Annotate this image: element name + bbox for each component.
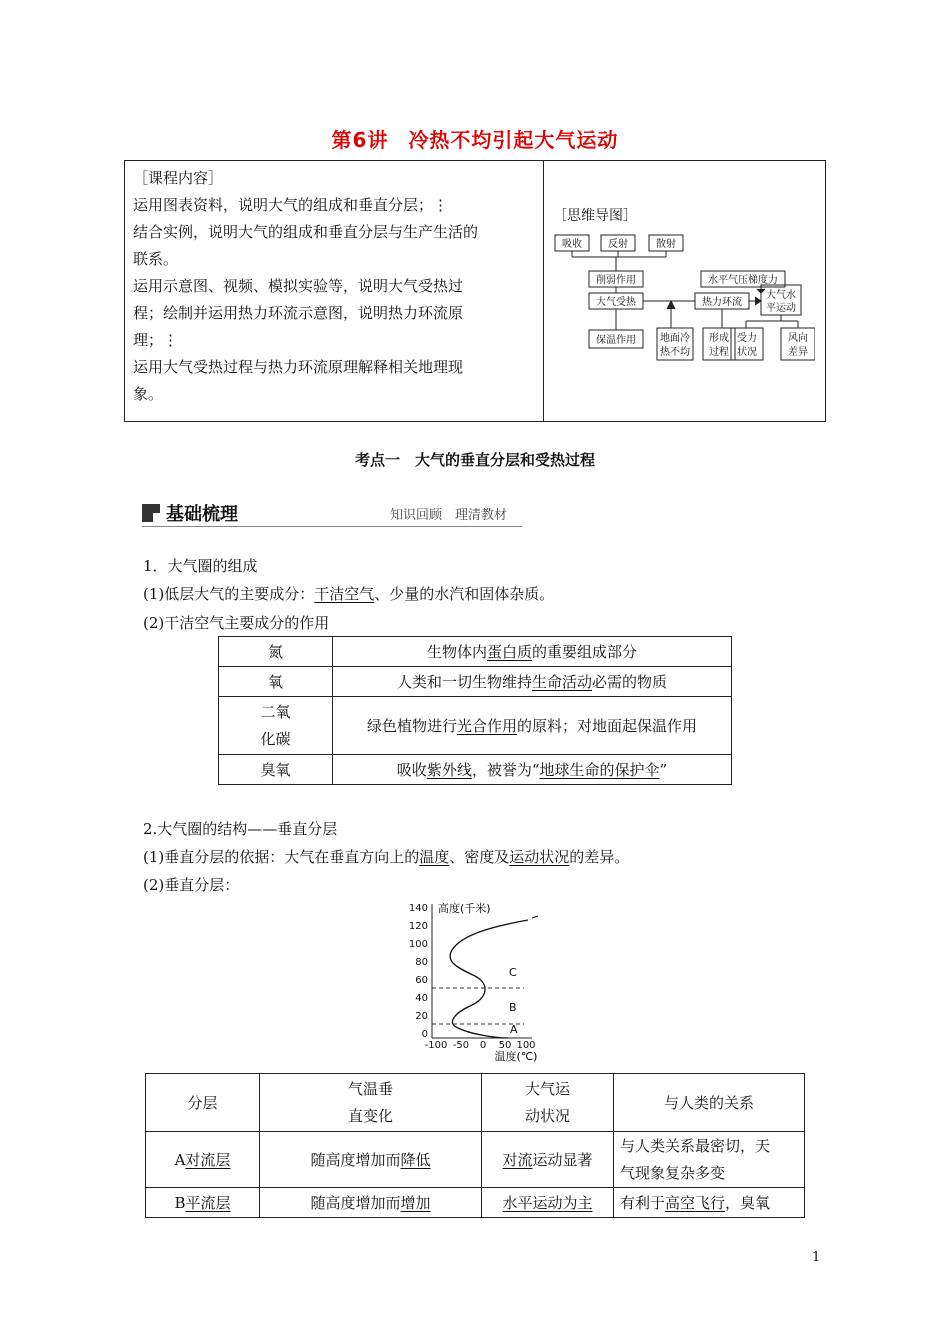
function-cell [333,637,732,667]
text: ，被誉为“ [471,761,540,779]
course-content [133,165,535,408]
text: 随高度增加而 [310,1194,401,1212]
y-tick-label: 20 [415,1011,428,1022]
text: (1)低层大气的主要成分： [143,585,315,603]
node-ground-b: 热不均 [660,347,690,358]
header-cell: 分层 [146,1074,260,1132]
table-row [219,667,732,697]
text: 生物体内 [426,643,487,661]
header-cell: 与人类的关系 [614,1074,805,1132]
answer-underline: 对流层 [185,1151,231,1169]
answer-underline: 地球生命的保护伞 [539,761,660,779]
course-line: 理；⋮ [133,331,179,349]
node-force-b: 状况 [737,347,757,358]
node-thermal: 热力环流 [702,297,742,308]
heading-composition: 1．大气圈的组成 [143,557,258,575]
table-row [146,1132,805,1188]
x-axis-label: 温度(℃) [494,1050,538,1063]
layer-cell [146,1132,260,1188]
table-header-row [146,1074,805,1132]
table-row [219,697,732,755]
text: (1)垂直分层的依据：大气在垂直方向上的 [143,848,420,866]
relation-cell [614,1132,805,1188]
answer-underline: 水平运动为主 [502,1194,593,1212]
text: 吸收 [396,761,427,779]
layer-label-c: C [509,966,517,979]
answer-underline: 生命活动 [531,673,592,691]
node-form-b: 过程 [709,347,729,358]
text: 气温垂 [347,1079,393,1098]
x-tick-label: -50 [452,1040,470,1051]
box-divider [543,161,544,421]
lesson-number: 第6讲 [331,128,389,152]
layer-cell [146,1188,260,1218]
mindmap-label: ［思维导图］ [553,208,637,224]
gas-function-table [218,636,732,785]
node-wind-a: 风向 [788,333,808,344]
text: 随高度增加而 [310,1151,401,1169]
text: 的原料；对地面起保温作用 [517,717,698,735]
node-horiz-a: 大气水 [766,290,796,301]
text: 直变化 [347,1106,393,1125]
text: 的差异。 [569,848,630,866]
temperature-curve [450,920,528,1038]
node-form-a: 形成 [709,333,729,344]
banner-rule [142,526,522,527]
header-cell [482,1074,614,1132]
x-tick-label: 0 [479,1040,487,1051]
x-tick-label: 50 [498,1040,512,1051]
text: 与人类关系最密切，天 [620,1136,771,1155]
course-line: 结合实例，说明大气的组成和垂直分层与生产生活的 [133,223,479,241]
page-number: 1 [812,1250,821,1265]
answer-underline: 运动状况 [509,848,570,866]
y-tick-label: 120 [408,921,428,932]
function-cell [333,667,732,697]
temp-cell [260,1132,482,1188]
answer-underline: 高空飞行 [665,1194,726,1212]
text: ，臭氧 [725,1194,771,1212]
answer-underline: 平流层 [185,1194,231,1212]
answer-underline: 降低 [400,1151,431,1169]
vertical-layer-table [145,1073,805,1218]
relation-cell [614,1188,805,1218]
function-cell [333,697,732,755]
course-heading: ［课程内容］ [133,169,224,187]
node-reflect: 反射 [608,239,628,250]
basics-banner [142,500,522,532]
text: 、密度及 [449,848,510,866]
y-tick-label: 60 [415,975,428,986]
section-heading: 考点一 大气的垂直分层和受热过程 [354,451,595,469]
y-axis-label: 高度(千米) [438,902,491,915]
text: 气现象复杂多变 [620,1163,726,1182]
answer-underline: 增加 [400,1194,431,1212]
text: 大气运 [524,1079,570,1098]
answer-underline: 干洁空气 [314,585,375,603]
text: 运动显著 [532,1151,593,1169]
text: A [174,1151,186,1169]
dry-air-heading: (2)干洁空气主要成分的作用 [143,614,330,632]
curve-tail [532,916,538,918]
lesson-topic: 冷热不均引起大气运动 [408,128,619,152]
y-tick-label: 0 [421,1029,428,1040]
answer-underline: 蛋白质 [486,643,532,661]
low-atmosphere-line [143,583,554,604]
text: 动状况 [524,1106,570,1125]
page-title [0,124,950,153]
movement-cell [482,1132,614,1188]
y-tick-label: 80 [415,957,428,968]
node-horiz-b: 平运动 [766,303,796,314]
text: 人类和一切生物维持 [396,673,532,691]
answer-underline: 温度 [419,848,450,866]
text: 的重要组成部分 [532,643,638,661]
table-row [146,1188,805,1218]
text: 必需的物质 [592,673,668,691]
table-row [219,755,732,785]
banner-title: 基础梳理 [166,504,238,525]
answer-underline: 紫外线 [426,761,472,779]
x-tick-label: 100 [516,1040,536,1051]
course-box [124,160,826,422]
text: 、少量的水汽和固体杂质。 [374,585,555,603]
header-cell [260,1074,482,1132]
banner-square-notch [153,513,160,522]
structure-heading: 2.大气圈的结构——垂直分层 [143,820,338,838]
x-tick-label: -100 [424,1040,448,1051]
y-tick-label: 100 [408,939,428,950]
answer-underline: 光合作用 [456,717,517,735]
course-line: 程；绘制并运用热力环流示意图，说明热力环流原 [133,304,464,322]
text: 化碳 [260,729,291,748]
text: 绿色植物进行 [366,717,457,735]
course-line: 运用大气受热过程与热力环流原理解释相关地理现 [133,358,464,376]
gas-cell: 氧 [219,667,333,697]
movement-cell [482,1188,614,1218]
course-line: 运用图表资料，说明大气的组成和垂直分层；⋮ [133,196,449,214]
layer-label-a: A [510,1023,518,1036]
mindmap-diagram [553,231,815,371]
node-weaken: 削弱作用 [596,275,636,286]
node-scatter: 散射 [656,239,676,250]
gas-cell [219,697,333,755]
basis-line [143,846,629,867]
answer-underline: 对流 [502,1151,533,1169]
course-line: 运用示意图、视频、模拟实验等，说明大气受热过 [133,277,464,295]
banner-subtitle: 知识回顾 理清教材 [390,508,508,523]
node-keepwarm: 保温作用 [596,335,636,346]
node-absorb: 吸收 [562,239,582,250]
layer-label-b: B [509,1001,517,1014]
table-row [219,637,732,667]
text: B [174,1194,186,1212]
temperature-altitude-graph [400,898,560,1064]
temp-cell [260,1188,482,1218]
y-tick-label: 140 [408,903,428,914]
text: 有利于 [620,1194,666,1212]
node-ground-a: 地面冷 [660,333,690,344]
gas-cell: 臭氧 [219,755,333,785]
node-force-a: 受力 [737,333,757,344]
text: ” [659,761,668,779]
course-line: 联系。 [133,250,179,268]
course-line: 象。 [133,385,164,403]
node-heated: 大气受热 [596,297,636,308]
layering-heading: (2)垂直分层： [143,876,240,894]
function-cell [333,755,732,785]
text: 二氧 [260,702,291,721]
node-pressure: 水平气压梯度力 [708,275,778,286]
node-wind-b: 差异 [788,347,808,358]
y-tick-label: 40 [415,993,428,1004]
gas-cell: 氮 [219,637,333,667]
